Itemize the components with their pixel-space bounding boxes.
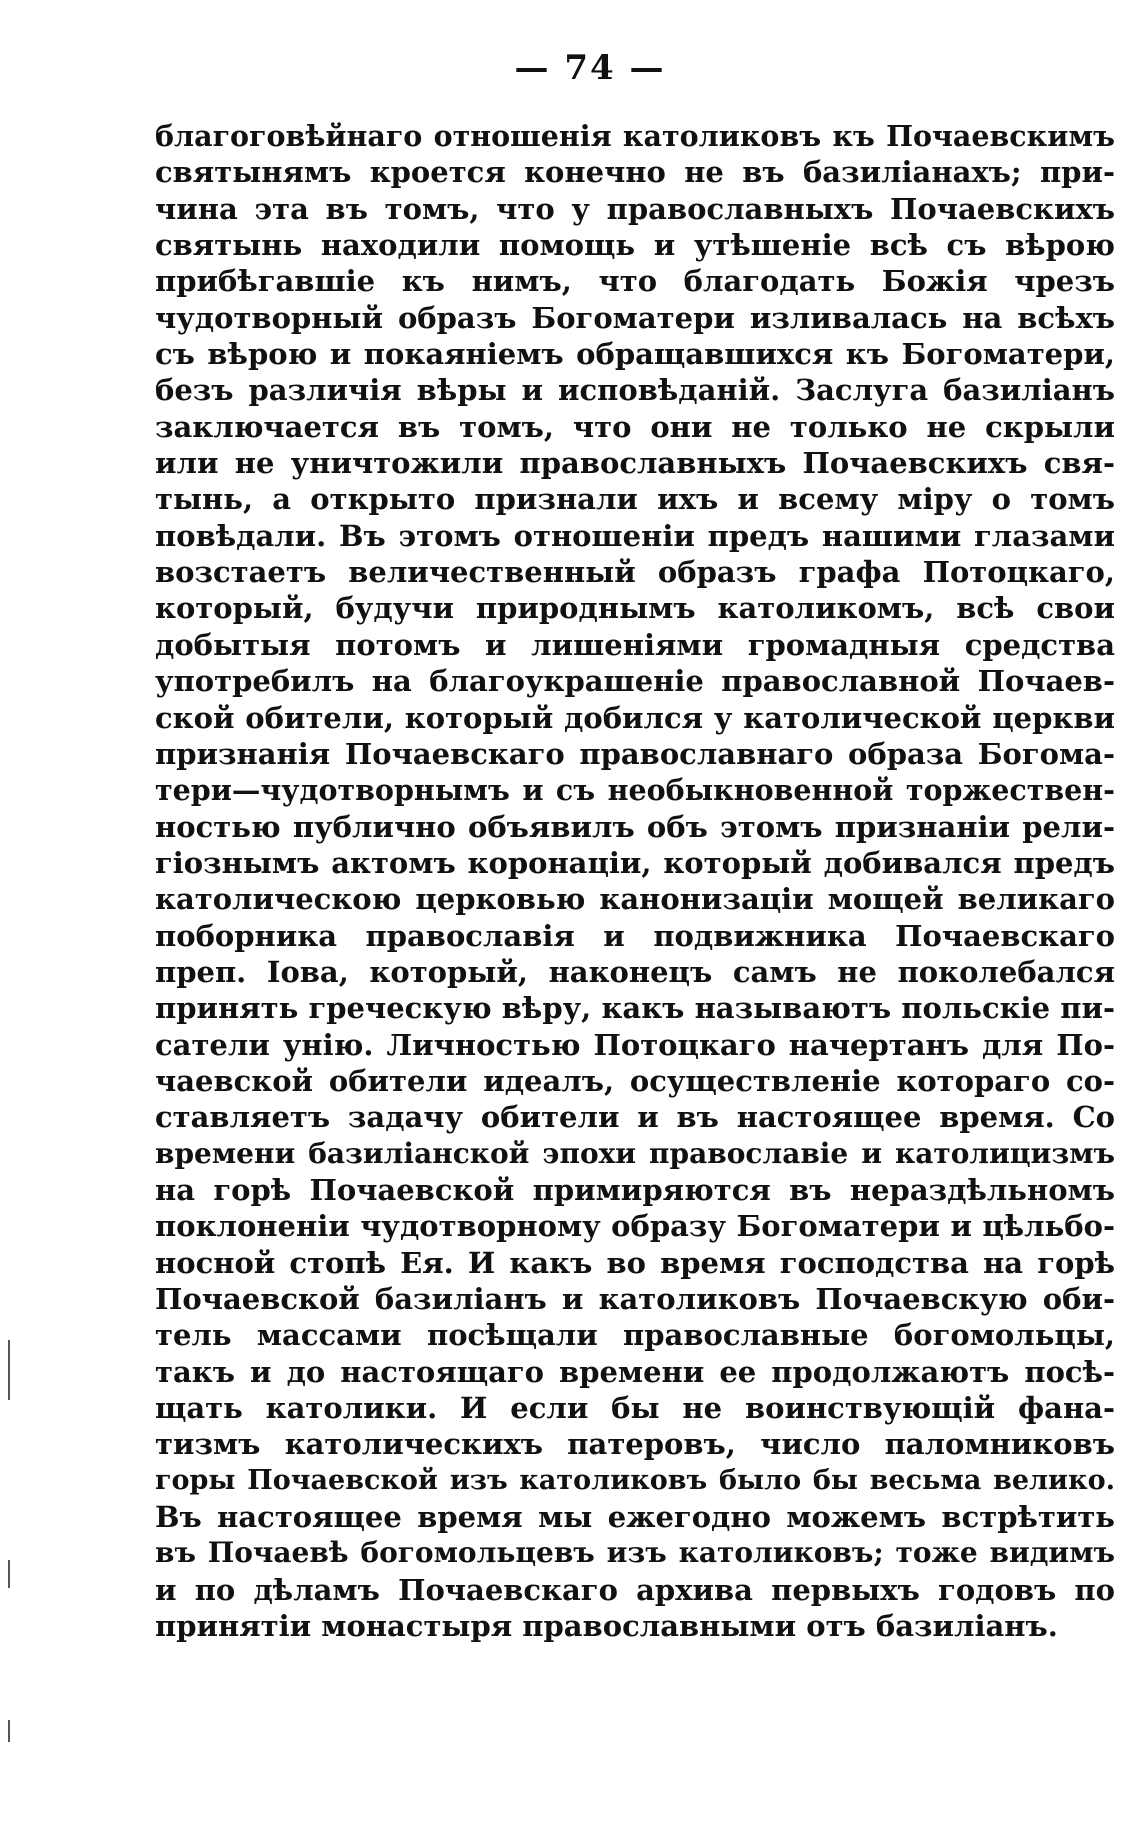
page-number: — 74 — xyxy=(514,48,666,88)
text-line: щать католики. И если бы не воинствующій фана- xyxy=(155,1391,1115,1426)
scan-margin-mark xyxy=(8,1720,10,1742)
text-line: чаевской обители идеалъ, осуществленіе котораго со- xyxy=(155,1063,1115,1098)
text-line: времени базиліанской эпохи православіе и католицизмъ xyxy=(155,1136,1115,1170)
text-line: поклоненіи чудотворному образу Богоматери и цѣльбо- xyxy=(155,1209,1115,1244)
text-line: чудотворный образъ Богоматери изливалась на всѣхъ xyxy=(155,300,1115,335)
text-line: католическою церковью канонизаціи мощей великаго xyxy=(155,882,1115,917)
text-line: безъ различія вѣры и исповѣданій. Заслуга базиліанъ xyxy=(155,373,1115,408)
text-line: заключается въ томъ, что они не только не скрыли xyxy=(155,409,1115,444)
text-line: съ вѣрою и покаяніемъ обращавшихся къ Богоматери, xyxy=(155,337,1115,372)
text-line: прибѣгавшіе къ нимъ, что благодать Божія чрезъ xyxy=(155,264,1115,299)
text-line: или не уничтожили православныхъ Почаевскихъ свя- xyxy=(155,446,1115,481)
text-line: сатели унію. Личностью Потоцкаго начертанъ для По- xyxy=(155,1027,1115,1062)
text-line: на горѣ Почаевской примиряются въ нераздѣльномъ xyxy=(155,1172,1115,1207)
text-line: принятіи монастыря православными отъ базиліанъ. xyxy=(155,1609,1058,1644)
text-line: тери—чудотворнымъ и съ необыкновенной торжествен- xyxy=(155,773,1115,808)
text-line: тель массами посѣщали православные богомольцы, xyxy=(155,1318,1115,1353)
text-line: Въ настоящее время мы ежегодно можемъ встрѣтить xyxy=(155,1500,1115,1535)
scan-margin-mark xyxy=(8,1340,10,1400)
text-line: тизмъ католическихъ патеровъ, число паломниковъ xyxy=(155,1427,1115,1462)
text-line: чина эта въ томъ, что у православныхъ Почаевскихъ xyxy=(155,191,1115,226)
text-line: употребилъ на благоукрашеніе православной Почаев- xyxy=(155,664,1115,699)
text-line: который, будучи природнымъ католикомъ, всѣ свои xyxy=(155,591,1115,626)
text-line: благоговѣйнаго отношенія католиковъ къ Почаевскимъ xyxy=(155,119,1115,153)
text-line: Почаевской базиліанъ и католиковъ Почаевскую оби- xyxy=(155,1282,1115,1316)
text-line: признанія Почаевскаго православнаго образа Богома- xyxy=(155,736,1115,771)
text-line: и по дѣламъ Почаевскаго архива первыхъ годовъ по xyxy=(155,1572,1115,1607)
text-line: такъ и до настоящаго времени ее продолжаютъ посѣ- xyxy=(155,1354,1115,1389)
text-line: преп. Іова, который, наконецъ самъ не поколебался xyxy=(155,954,1115,989)
text-line: возстаетъ величественный образъ графа Потоцкаго, xyxy=(155,555,1115,590)
text-line: святынямъ кроется конечно не въ базиліанахъ; при- xyxy=(155,155,1115,190)
text-line: принять греческую вѣру, какъ называютъ польскіе пи- xyxy=(155,991,1115,1026)
text-line: ставляетъ задачу обители и въ настоящее время. Со xyxy=(155,1100,1115,1135)
text-line: святынь находили помощь и утѣшеніе всѣ съ вѣрою xyxy=(155,228,1115,263)
text-line: повѣдали. Въ этомъ отношеніи предъ нашими глазами xyxy=(155,518,1115,553)
text-line: добытыя потомъ и лишеніями громадныя средства xyxy=(155,627,1115,662)
text-line: гіознымъ актомъ коронаціи, который добивался предъ xyxy=(155,845,1115,880)
text-line: тынь, а открыто признали ихъ и всему міру о томъ xyxy=(155,482,1115,517)
text-line: носной стопѣ Ея. И какъ во время господства на горѣ xyxy=(155,1245,1115,1280)
text-line: ской обители, который добился у католической церкви xyxy=(155,700,1115,735)
text-line: въ Почаевѣ богомольцевъ изъ католиковъ; тоже видимъ xyxy=(155,1536,1115,1570)
body-text xyxy=(155,118,1115,1644)
text-line: ностью публично объявилъ объ этомъ признаніи рели- xyxy=(155,809,1115,844)
scan-margin-mark xyxy=(8,1560,10,1588)
text-line: горы Почаевской изъ католиковъ было бы весьма велико. xyxy=(155,1464,1115,1496)
text-line: поборника православія и подвижника Почаевскаго xyxy=(155,918,1115,953)
